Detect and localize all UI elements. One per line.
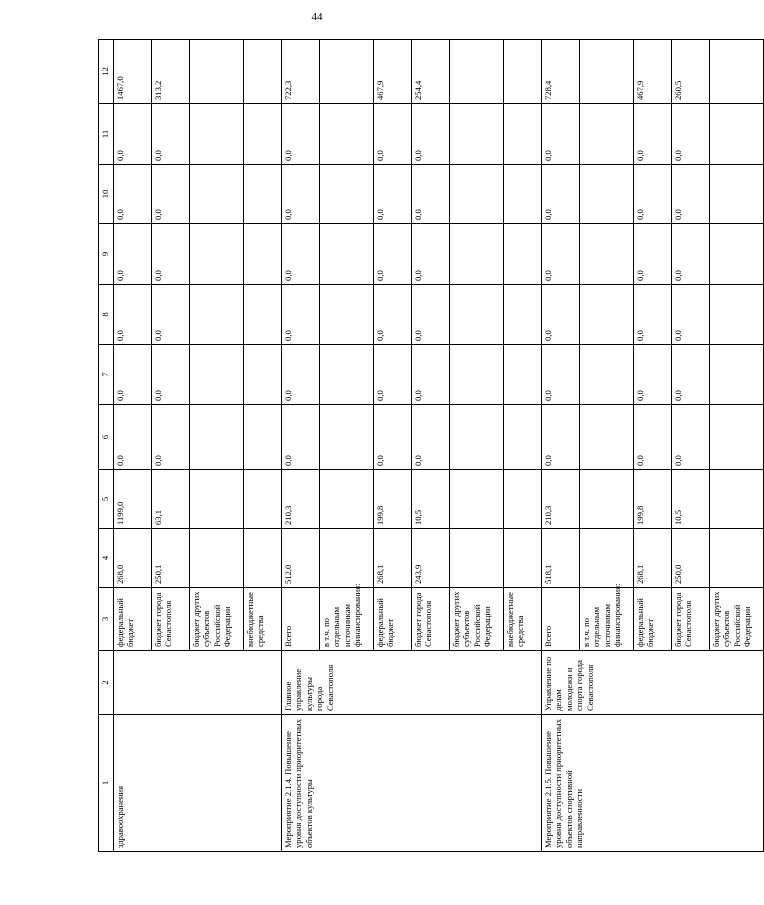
value-cell: 0,0 bbox=[672, 104, 710, 165]
header-cell: 2 bbox=[99, 651, 114, 715]
activity-name-cell: здравоохранения bbox=[114, 715, 282, 852]
value-cell: 728,4 bbox=[542, 40, 580, 104]
value-cell bbox=[450, 529, 504, 588]
funding-source-cell: федеральный бюджет bbox=[114, 588, 152, 651]
value-cell bbox=[504, 224, 542, 285]
value-cell bbox=[710, 529, 764, 588]
funding-source-cell: в т.ч. по отдельным источникам финансирования: bbox=[320, 588, 374, 651]
value-cell bbox=[580, 470, 634, 529]
value-cell: 0,0 bbox=[412, 165, 450, 224]
value-cell bbox=[450, 224, 504, 285]
value-cell: 199,8 bbox=[374, 470, 412, 529]
value-cell: 0,0 bbox=[114, 405, 152, 470]
value-cell: 0,0 bbox=[542, 224, 580, 285]
funding-source-cell: Всего bbox=[282, 588, 320, 651]
value-cell: 0,0 bbox=[672, 224, 710, 285]
header-cell: 7 bbox=[99, 345, 114, 405]
value-cell: 0,0 bbox=[152, 345, 190, 405]
value-cell bbox=[580, 405, 634, 470]
value-cell bbox=[710, 405, 764, 470]
value-cell bbox=[320, 40, 374, 104]
value-cell bbox=[244, 529, 282, 588]
value-cell bbox=[320, 345, 374, 405]
value-cell bbox=[504, 470, 542, 529]
value-cell bbox=[320, 224, 374, 285]
header-cell: 12 bbox=[99, 40, 114, 104]
value-cell: 0,0 bbox=[672, 165, 710, 224]
value-cell: 260,5 bbox=[672, 40, 710, 104]
value-cell bbox=[190, 345, 244, 405]
value-cell: 0,0 bbox=[282, 104, 320, 165]
value-cell bbox=[450, 40, 504, 104]
value-cell: 0,0 bbox=[374, 224, 412, 285]
value-cell: 210,3 bbox=[542, 470, 580, 529]
funding-source-cell: бюджет города Севастополя bbox=[412, 588, 450, 651]
value-cell: 0,0 bbox=[152, 405, 190, 470]
value-cell bbox=[710, 285, 764, 345]
value-cell: 0,0 bbox=[542, 345, 580, 405]
value-cell: 243,9 bbox=[412, 529, 450, 588]
page-number: 44 bbox=[311, 11, 323, 23]
value-cell: 0,0 bbox=[114, 104, 152, 165]
header-cell: 6 bbox=[99, 405, 114, 470]
value-cell: 210,3 bbox=[282, 470, 320, 529]
value-cell bbox=[580, 40, 634, 104]
value-cell: 467,9 bbox=[374, 40, 412, 104]
value-cell bbox=[244, 345, 282, 405]
value-cell bbox=[190, 470, 244, 529]
value-cell: 0,0 bbox=[152, 285, 190, 345]
value-cell bbox=[244, 470, 282, 529]
value-cell: 0,0 bbox=[412, 345, 450, 405]
value-cell: 0,0 bbox=[542, 165, 580, 224]
value-cell: 0,0 bbox=[542, 285, 580, 345]
value-cell: 0,0 bbox=[282, 165, 320, 224]
value-cell bbox=[580, 345, 634, 405]
value-cell: 63,1 bbox=[152, 470, 190, 529]
value-cell bbox=[504, 104, 542, 165]
value-cell: 268,1 bbox=[374, 529, 412, 588]
value-cell: 0,0 bbox=[634, 224, 672, 285]
value-cell: 0,0 bbox=[672, 405, 710, 470]
funding-source-cell: бюджет других субъектов Российской Федерации bbox=[190, 588, 244, 651]
value-cell: 467,9 bbox=[634, 40, 672, 104]
activity-name-cell: Мероприятие 2.1.4. Повышение уровня доступности приоритетных объектов культуры bbox=[282, 715, 542, 852]
executor-cell: Управление по делам молодежи и спорта города Севастополя bbox=[542, 651, 764, 715]
header-cell: 11 bbox=[99, 104, 114, 165]
funding-source-cell: бюджет других субъектов Российской Федерации bbox=[450, 588, 504, 651]
value-cell: 0,0 bbox=[374, 165, 412, 224]
value-cell bbox=[190, 285, 244, 345]
value-cell: 0,0 bbox=[114, 165, 152, 224]
value-cell bbox=[710, 40, 764, 104]
value-cell bbox=[450, 405, 504, 470]
header-cell: 1 bbox=[99, 715, 114, 852]
value-cell bbox=[504, 40, 542, 104]
funding-source-cell: в т.ч. по отдельным источникам финансирования: bbox=[580, 588, 634, 651]
table-body bbox=[99, 40, 764, 852]
value-cell bbox=[504, 285, 542, 345]
funding-source-cell: бюджет города Севастополя bbox=[672, 588, 710, 651]
value-cell: 0,0 bbox=[672, 285, 710, 345]
value-cell bbox=[190, 224, 244, 285]
value-cell: 0,0 bbox=[412, 405, 450, 470]
rotated-table-container bbox=[98, 40, 753, 852]
value-cell: 268,0 bbox=[114, 529, 152, 588]
value-cell: 0,0 bbox=[114, 224, 152, 285]
value-cell bbox=[580, 285, 634, 345]
executor-cell: Главное управление культуры города Севастополя bbox=[282, 651, 542, 715]
value-cell: 0,0 bbox=[634, 405, 672, 470]
value-cell: 313,2 bbox=[152, 40, 190, 104]
funding-source-cell: внебюджетные средства bbox=[504, 588, 542, 651]
value-cell bbox=[320, 529, 374, 588]
value-cell: 0,0 bbox=[114, 345, 152, 405]
value-cell bbox=[320, 405, 374, 470]
value-cell bbox=[190, 405, 244, 470]
table-row bbox=[282, 40, 320, 852]
value-cell: 0,0 bbox=[542, 104, 580, 165]
value-cell: 0,0 bbox=[374, 104, 412, 165]
header-cell: 10 bbox=[99, 165, 114, 224]
value-cell: 1199,0 bbox=[114, 470, 152, 529]
value-cell: 0,0 bbox=[634, 285, 672, 345]
value-cell bbox=[244, 40, 282, 104]
value-cell bbox=[450, 104, 504, 165]
value-cell bbox=[320, 104, 374, 165]
header-cell: 9 bbox=[99, 224, 114, 285]
value-cell bbox=[450, 470, 504, 529]
value-cell bbox=[504, 345, 542, 405]
value-cell: 0,0 bbox=[282, 285, 320, 345]
value-cell: 722,3 bbox=[282, 40, 320, 104]
value-cell bbox=[190, 165, 244, 224]
value-cell: 0,0 bbox=[412, 224, 450, 285]
value-cell: 199,8 bbox=[634, 470, 672, 529]
value-cell bbox=[504, 165, 542, 224]
value-cell bbox=[244, 104, 282, 165]
funding-source-cell: бюджет города Севастополя bbox=[152, 588, 190, 651]
value-cell: 0,0 bbox=[374, 405, 412, 470]
value-cell bbox=[320, 165, 374, 224]
funding-source-cell: федеральный бюджет bbox=[374, 588, 412, 651]
header-cell: 5 bbox=[99, 470, 114, 529]
funding-source-cell: Всего bbox=[542, 588, 580, 651]
table-row bbox=[542, 40, 580, 852]
value-cell: 10,5 bbox=[672, 470, 710, 529]
value-cell bbox=[190, 104, 244, 165]
value-cell bbox=[710, 165, 764, 224]
value-cell bbox=[450, 285, 504, 345]
value-cell bbox=[320, 470, 374, 529]
value-cell: 512,0 bbox=[282, 529, 320, 588]
value-cell: 1467,0 bbox=[114, 40, 152, 104]
value-cell bbox=[504, 405, 542, 470]
value-cell bbox=[710, 224, 764, 285]
value-cell: 0,0 bbox=[152, 224, 190, 285]
value-cell bbox=[710, 104, 764, 165]
value-cell bbox=[450, 165, 504, 224]
value-cell bbox=[580, 224, 634, 285]
value-cell: 0,0 bbox=[634, 104, 672, 165]
value-cell: 10,5 bbox=[412, 470, 450, 529]
value-cell bbox=[580, 529, 634, 588]
value-cell: 0,0 bbox=[672, 345, 710, 405]
value-cell: 0,0 bbox=[152, 165, 190, 224]
header-cell: 3 bbox=[99, 588, 114, 651]
value-cell bbox=[244, 285, 282, 345]
value-cell: 268,1 bbox=[634, 529, 672, 588]
value-cell: 0,0 bbox=[634, 165, 672, 224]
value-cell: 0,0 bbox=[634, 345, 672, 405]
funding-source-cell: внебюджетные средства bbox=[244, 588, 282, 651]
value-cell bbox=[504, 529, 542, 588]
value-cell bbox=[244, 165, 282, 224]
value-cell: 250,1 bbox=[152, 529, 190, 588]
table-row bbox=[114, 40, 152, 852]
value-cell: 0,0 bbox=[282, 345, 320, 405]
header-cell: 8 bbox=[99, 285, 114, 345]
value-cell: 0,0 bbox=[374, 345, 412, 405]
value-cell: 250,0 bbox=[672, 529, 710, 588]
executor-cell bbox=[114, 651, 282, 715]
value-cell: 254,4 bbox=[412, 40, 450, 104]
value-cell: 0,0 bbox=[282, 224, 320, 285]
value-cell bbox=[710, 345, 764, 405]
value-cell: 0,0 bbox=[412, 285, 450, 345]
header-cell: 4 bbox=[99, 529, 114, 588]
value-cell bbox=[244, 224, 282, 285]
funding-source-cell: бюджет других субъектов Российской Федерации bbox=[710, 588, 764, 651]
value-cell bbox=[580, 104, 634, 165]
value-cell: 0,0 bbox=[412, 104, 450, 165]
value-cell bbox=[190, 529, 244, 588]
value-cell: 0,0 bbox=[152, 104, 190, 165]
header-row bbox=[99, 40, 114, 852]
value-cell: 0,0 bbox=[542, 405, 580, 470]
value-cell bbox=[450, 345, 504, 405]
value-cell bbox=[190, 40, 244, 104]
value-cell: 0,0 bbox=[374, 285, 412, 345]
value-cell bbox=[320, 285, 374, 345]
activity-name-cell: Мероприятие 2.1.5. Повышение уровня доступности приоритетных объектов спортивной направленности bbox=[542, 715, 764, 852]
budget-table bbox=[98, 39, 764, 852]
value-cell bbox=[244, 405, 282, 470]
value-cell: 518,1 bbox=[542, 529, 580, 588]
value-cell: 0,0 bbox=[114, 285, 152, 345]
value-cell bbox=[580, 165, 634, 224]
value-cell: 0,0 bbox=[282, 405, 320, 470]
funding-source-cell: федеральный бюджет bbox=[634, 588, 672, 651]
value-cell bbox=[710, 470, 764, 529]
